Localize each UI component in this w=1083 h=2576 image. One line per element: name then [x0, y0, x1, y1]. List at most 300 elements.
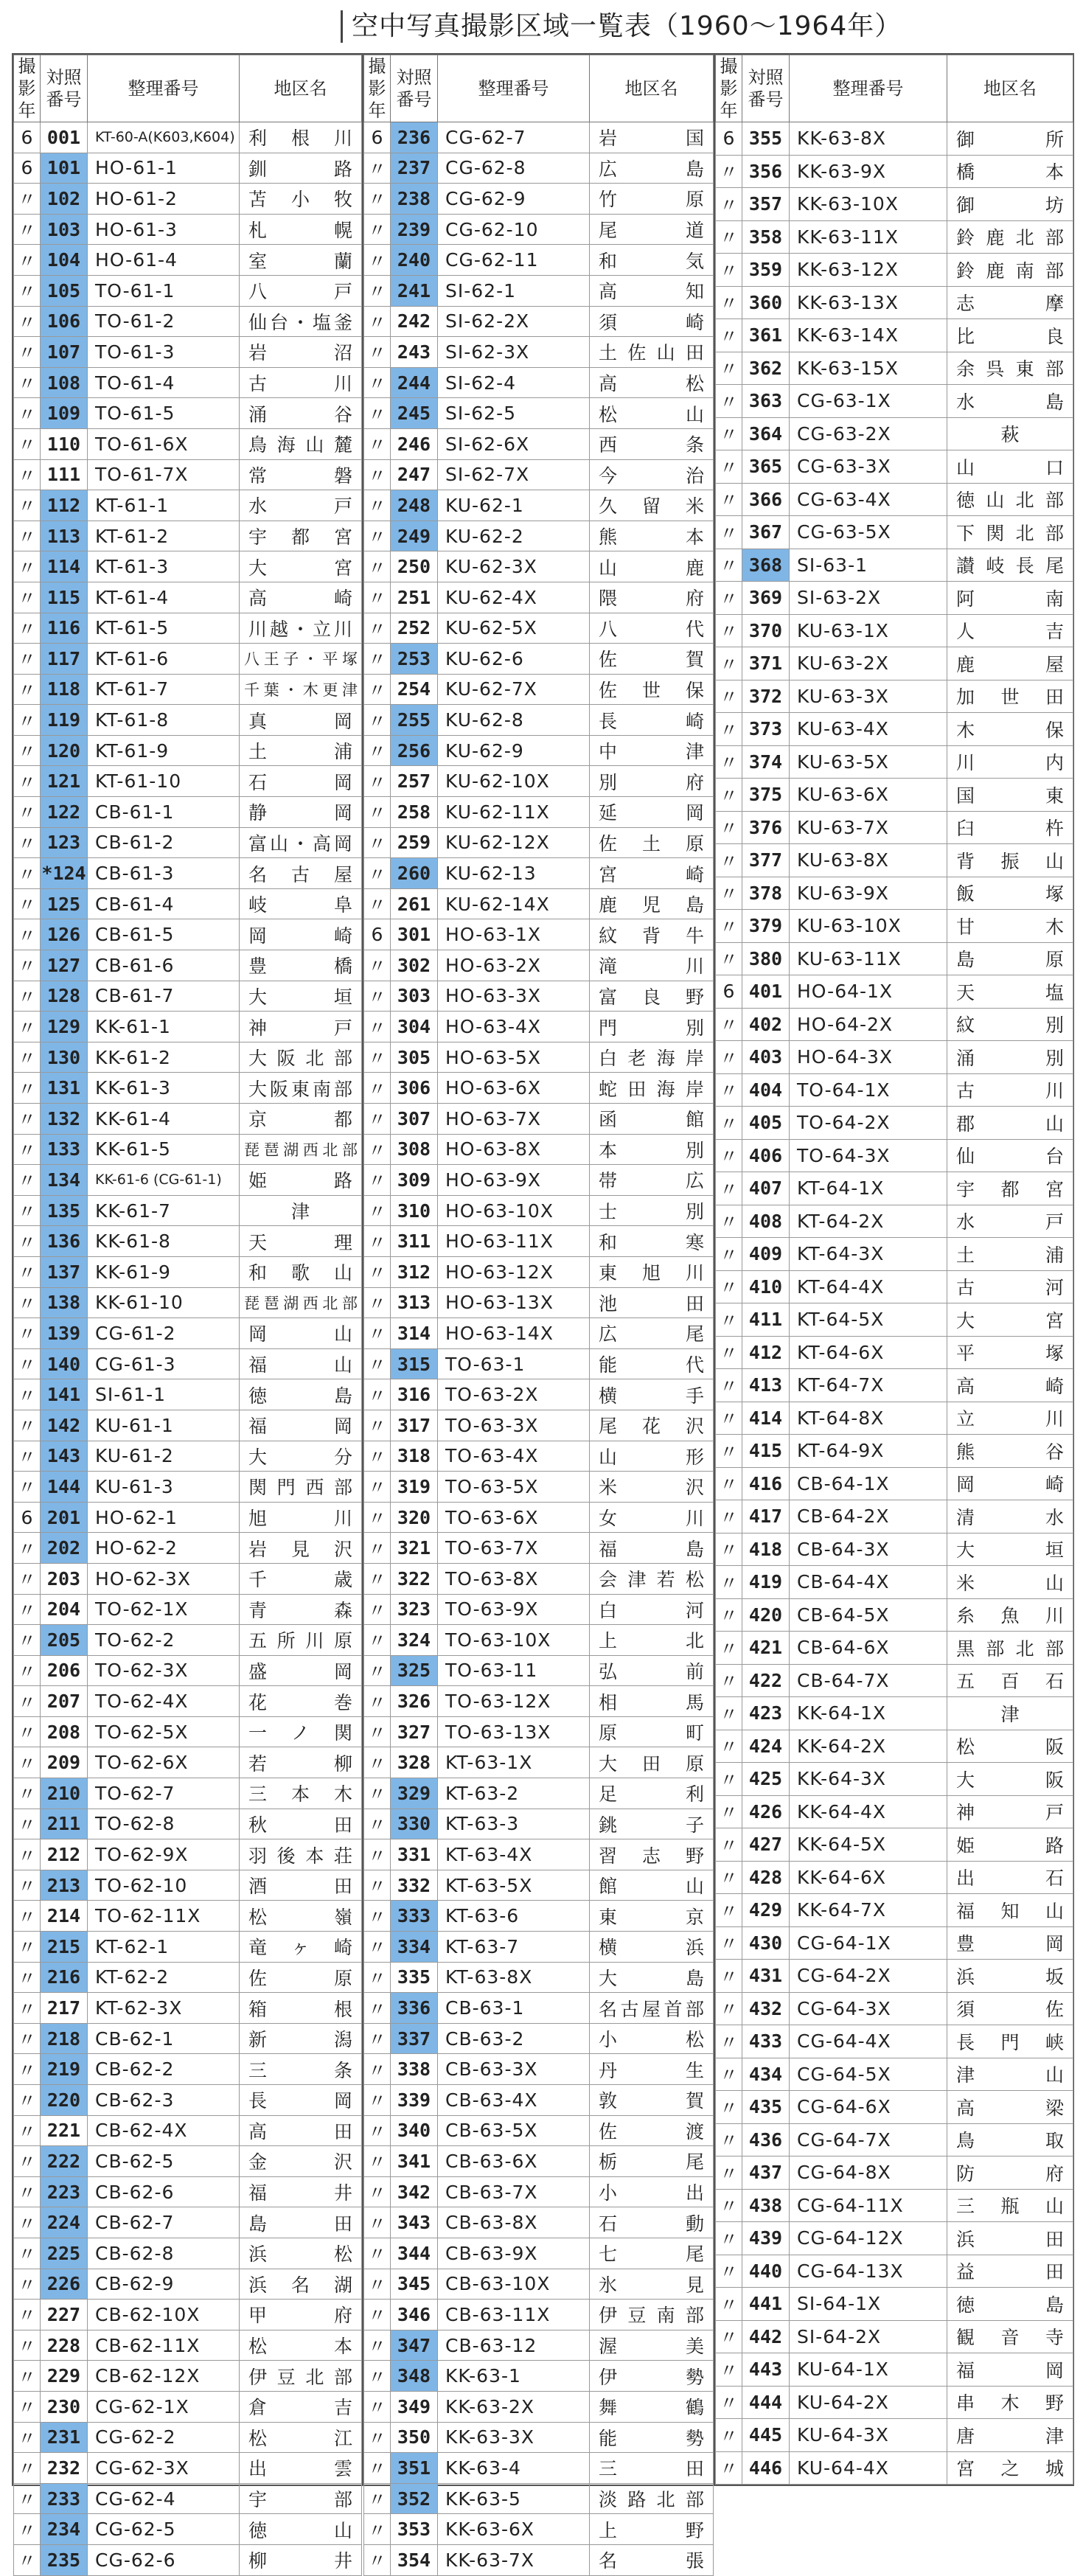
ref-number-cell: 228	[41, 2330, 88, 2361]
ref-number-cell: 417	[742, 1500, 790, 1534]
serial-number-cell: KU-62-5X	[438, 613, 590, 644]
area-name-cell: 益 田	[947, 2255, 1073, 2288]
area-name-cell: 姫 路	[947, 1828, 1073, 1862]
year-cell: 〃	[14, 2269, 41, 2300]
area-name-cell: 宇 部	[240, 2483, 362, 2514]
ref-number-cell: 140	[41, 1348, 88, 1379]
serial-number-cell: HO-61-1	[88, 153, 240, 184]
ref-number-cell: 122	[41, 797, 88, 828]
year-cell: 〃	[14, 1901, 41, 1932]
table-row	[14, 184, 362, 215]
table-row	[364, 613, 714, 644]
table-row	[14, 1932, 362, 1963]
table-row	[14, 766, 362, 797]
table-row	[14, 2085, 362, 2116]
ref-number-cell: 132	[41, 1104, 88, 1135]
ref-number-cell: 429	[742, 1894, 790, 1927]
area-name-cell: 鳥 取	[947, 2123, 1073, 2156]
area-name-cell: 氷 見	[590, 2269, 714, 2300]
serial-number-cell: KT-60-A(K603,K604)	[88, 122, 240, 153]
area-name-cell: 涌 別	[947, 1041, 1073, 1074]
serial-number-cell: KK-61-7	[88, 1195, 240, 1226]
serial-number-cell: KT-64-7X	[790, 1369, 947, 1402]
year-cell: 〃	[364, 1379, 391, 1410]
serial-number-cell: CB-62-10X	[88, 2300, 240, 2330]
header-year: 撮影年	[14, 55, 41, 122]
serial-number-cell: TO-63-2X	[438, 1379, 590, 1410]
year-cell: 〃	[364, 644, 391, 675]
ref-number-cell: 307	[391, 1104, 438, 1135]
table-row	[716, 1139, 1073, 1172]
ref-number-cell: 362	[742, 352, 790, 385]
table-row	[364, 306, 714, 337]
year-cell: 〃	[14, 1441, 41, 1472]
year-cell: 〃	[14, 1533, 41, 1564]
serial-number-cell: KT-61-10	[88, 766, 240, 797]
ref-number-cell: 259	[391, 827, 438, 858]
year-cell: 〃	[716, 483, 742, 516]
ref-number-cell: 121	[41, 766, 88, 797]
area-name-cell: 宇 都 宮	[947, 1172, 1073, 1205]
year-cell: 〃	[14, 1655, 41, 1686]
year-cell: 〃	[14, 1932, 41, 1963]
serial-number-cell: SI-62-4	[438, 367, 590, 398]
year-cell: 〃	[364, 2514, 391, 2545]
serial-number-cell: HO-62-3X	[88, 1563, 240, 1594]
table-row	[14, 1655, 362, 1686]
serial-number-cell: TO-62-10	[88, 1870, 240, 1901]
table-row	[716, 1533, 1073, 1566]
area-name-cell: 富 良 野	[590, 981, 714, 1012]
ref-number-cell: 304	[391, 1012, 438, 1042]
ref-number-cell: 244	[391, 367, 438, 398]
table-row	[716, 2419, 1073, 2452]
table-row	[716, 2222, 1073, 2255]
year-cell: 〃	[14, 551, 41, 582]
ref-number-cell: 404	[742, 1073, 790, 1107]
year-cell: 〃	[364, 1502, 391, 1533]
page-title: 空中写真撮影区域一覧表（1960～1964年）	[341, 10, 902, 43]
serial-number-cell: CB-63-9X	[438, 2238, 590, 2269]
year-cell: 〃	[716, 1107, 742, 1140]
table-row	[14, 582, 362, 613]
area-name-cell: 津 山	[947, 2058, 1073, 2091]
table-row	[364, 919, 714, 950]
ref-number-cell: 260	[391, 858, 438, 889]
area-name-cell: 天 塩	[947, 975, 1073, 1009]
serial-number-cell: KU-62-2	[438, 521, 590, 551]
serial-number-cell: CB-63-5X	[438, 2115, 590, 2146]
serial-number-cell: TO-61-4	[88, 367, 240, 398]
year-cell: 〃	[364, 1134, 391, 1165]
year-cell: 〃	[716, 2255, 742, 2288]
serial-number-cell: CG-63-2X	[790, 417, 947, 450]
year-cell: 〃	[364, 1226, 391, 1257]
area-name-cell: 豊 橋	[240, 950, 362, 981]
year-cell: 〃	[14, 2207, 41, 2238]
area-name-cell: 富山・高岡	[240, 827, 362, 858]
year-cell: 〃	[14, 1256, 41, 1287]
table-row	[14, 919, 362, 950]
table-row	[364, 797, 714, 828]
area-name-cell: 高 松	[590, 367, 714, 398]
year-cell: 〃	[14, 1686, 41, 1717]
table-row	[14, 735, 362, 766]
ref-number-cell: 332	[391, 1870, 438, 1901]
ref-number-cell: 230	[41, 2391, 88, 2422]
area-name-cell: 名 古 屋	[240, 858, 362, 889]
table-row	[716, 582, 1073, 615]
area-name-cell: 松 山	[590, 398, 714, 429]
area-name-cell: 平 塚	[947, 1336, 1073, 1369]
area-name-cell: 上 北	[590, 1625, 714, 1656]
year-cell: 〃	[14, 1839, 41, 1870]
ref-number-cell: 359	[742, 254, 790, 287]
ref-number-cell: 375	[742, 779, 790, 812]
table-row	[364, 1195, 714, 1226]
serial-number-cell: CG-63-1X	[790, 385, 947, 418]
table-row	[716, 417, 1073, 450]
year-cell: 〃	[14, 1318, 41, 1349]
area-name-cell: 岡 崎	[947, 1467, 1073, 1500]
ref-number-cell: 212	[41, 1839, 88, 1870]
serial-number-cell: CG-64-7X	[790, 2123, 947, 2156]
table-row	[364, 1441, 714, 1472]
area-name-cell: 大 宮	[240, 551, 362, 582]
year-cell: 〃	[364, 337, 391, 368]
area-name-cell: 大阪東南部	[240, 1073, 362, 1104]
ref-number-cell: 125	[41, 888, 88, 919]
year-cell: 〃	[716, 745, 742, 779]
table-row	[364, 153, 714, 184]
table-row	[364, 1870, 714, 1901]
ref-number-cell: 223	[41, 2176, 88, 2207]
serial-number-cell: TO-63-10X	[438, 1625, 590, 1656]
serial-number-cell: KT-63-3	[438, 1809, 590, 1839]
table-row	[716, 1467, 1073, 1500]
year-cell: 〃	[14, 2422, 41, 2453]
table-row	[14, 2391, 362, 2422]
area-name-cell: 松 江	[240, 2422, 362, 2453]
serial-number-cell: KK-63-8X	[790, 122, 947, 156]
serial-number-cell: CB-63-10X	[438, 2269, 590, 2300]
ref-number-cell: 357	[742, 188, 790, 221]
area-name-cell: 串 木 野	[947, 2386, 1073, 2419]
table-row	[716, 254, 1073, 287]
ref-number-cell: 235	[41, 2544, 88, 2575]
serial-number-cell: HO-63-9X	[438, 1165, 590, 1196]
year-cell: 〃	[364, 613, 391, 644]
table-row	[364, 1993, 714, 2024]
ref-number-cell: 130	[41, 1042, 88, 1073]
serial-number-cell: KU-62-13	[438, 858, 590, 889]
table-row	[14, 2300, 362, 2330]
table-row	[364, 1073, 714, 1104]
table-row	[14, 337, 362, 368]
area-name-cell: 白 河	[590, 1594, 714, 1625]
table-row	[364, 858, 714, 889]
serial-number-cell: KT-63-4X	[438, 1839, 590, 1870]
table-block-3	[714, 53, 1074, 2486]
ref-number-cell: 428	[742, 1861, 790, 1894]
area-name-cell: 広 島	[590, 153, 714, 184]
serial-number-cell: CG-61-3	[88, 1348, 240, 1379]
year-cell: 〃	[716, 1073, 742, 1107]
table-row	[364, 2207, 714, 2238]
area-name-cell: 名古屋首部	[590, 1993, 714, 2024]
year-cell: 〃	[716, 844, 742, 877]
area-name-cell: 池 田	[590, 1287, 714, 1318]
serial-number-cell: KK-63-9X	[790, 155, 947, 188]
table-row	[716, 2288, 1073, 2321]
table-row	[14, 827, 362, 858]
serial-number-cell: KK-64-7X	[790, 1894, 947, 1927]
table-row	[14, 2176, 362, 2207]
serial-number-cell: CB-63-7X	[438, 2176, 590, 2207]
year-cell: 〃	[364, 1472, 391, 1503]
year-cell: 〃	[14, 1195, 41, 1226]
ref-number-cell: 316	[391, 1379, 438, 1410]
year-cell: 〃	[364, 705, 391, 736]
area-name-cell: 佐 原	[240, 1962, 362, 1993]
table-row	[716, 1369, 1073, 1402]
ref-number-cell: 209	[41, 1747, 88, 1778]
table-row	[716, 1861, 1073, 1894]
ref-number-cell: 222	[41, 2146, 88, 2177]
year-cell: 〃	[716, 1894, 742, 1927]
table-row	[364, 1716, 714, 1747]
ref-number-cell: 410	[742, 1270, 790, 1303]
area-name-cell: 能 勢	[590, 2422, 714, 2453]
year-cell: 〃	[716, 1598, 742, 1632]
ref-number-cell: 380	[742, 942, 790, 975]
ref-number-cell: 414	[742, 1402, 790, 1435]
serial-number-cell: KK-61-1	[88, 1012, 240, 1042]
ref-number-cell: 137	[41, 1256, 88, 1287]
area-name-cell: 熊 本	[590, 521, 714, 551]
year-cell: 〃	[716, 1008, 742, 1041]
area-name-cell: 酒 田	[240, 1870, 362, 1901]
year-cell: 〃	[14, 1962, 41, 1993]
serial-number-cell: HO-62-2	[88, 1533, 240, 1564]
ref-number-cell: 227	[41, 2300, 88, 2330]
ref-number-cell: 113	[41, 521, 88, 551]
year-cell: 6	[716, 122, 742, 156]
ref-number-cell: 331	[391, 1839, 438, 1870]
serial-number-cell: CG-62-5	[88, 2514, 240, 2545]
area-name-cell: 土佐山田	[590, 337, 714, 368]
area-name-cell: 米 沢	[590, 1472, 714, 1503]
ref-number-cell: 401	[742, 975, 790, 1009]
area-name-cell: 習 志 野	[590, 1839, 714, 1870]
serial-number-cell: KU-63-1X	[790, 614, 947, 647]
serial-number-cell: KK-61-2	[88, 1042, 240, 1073]
area-name-cell: 高 知	[590, 275, 714, 306]
ref-number-cell: 370	[742, 614, 790, 647]
serial-number-cell: CB-62-1	[88, 2023, 240, 2054]
table-row	[716, 188, 1073, 221]
year-cell: 〃	[14, 2514, 41, 2545]
serial-number-cell: CB-62-11X	[88, 2330, 240, 2361]
year-cell: 〃	[364, 1901, 391, 1932]
serial-number-cell: KK-64-5X	[790, 1828, 947, 1862]
table-row	[14, 398, 362, 429]
year-cell: 〃	[716, 942, 742, 975]
table-row	[716, 1632, 1073, 1665]
serial-number-cell: CG-64-6X	[790, 2091, 947, 2124]
serial-number-cell: TO-63-11	[438, 1655, 590, 1686]
serial-number-cell: TO-61-1	[88, 275, 240, 306]
area-name-cell: 高 崎	[240, 582, 362, 613]
table-block-1	[12, 53, 363, 2572]
ref-number-cell: 112	[41, 490, 88, 521]
ref-number-cell: 309	[391, 1165, 438, 1196]
year-cell: 〃	[716, 1697, 742, 1730]
area-name-cell: 竹 原	[590, 184, 714, 215]
year-cell: 〃	[14, 1472, 41, 1503]
serial-number-cell: CB-64-1X	[790, 1467, 947, 1500]
area-name-cell: 新 潟	[240, 2023, 362, 2054]
area-name-cell: 足 利	[590, 1778, 714, 1809]
ref-number-cell: 323	[391, 1594, 438, 1625]
table-row	[14, 2422, 362, 2453]
ref-number-cell: 133	[41, 1134, 88, 1165]
area-name-cell: 福 島	[590, 1533, 714, 1564]
ref-number-cell: 203	[41, 1563, 88, 1594]
ref-number-cell: 238	[391, 184, 438, 215]
table-row	[364, 766, 714, 797]
area-name-cell: 琵琶湖西北部	[240, 1134, 362, 1165]
year-cell: 〃	[14, 2483, 41, 2514]
serial-number-cell: HO-63-12X	[438, 1256, 590, 1287]
serial-number-cell: KT-63-1X	[438, 1747, 590, 1778]
ref-number-cell: 415	[742, 1435, 790, 1468]
area-name-cell: 静 岡	[240, 797, 362, 828]
area-name-cell: 東 京	[590, 1901, 714, 1932]
area-name-cell: 今 治	[590, 459, 714, 490]
serial-number-cell: CG-64-13X	[790, 2255, 947, 2288]
area-name-cell: 宮 之 城	[947, 2451, 1073, 2485]
table-row	[364, 1165, 714, 1196]
table-row	[14, 1901, 362, 1932]
year-cell: 〃	[364, 1256, 391, 1287]
year-cell: 6	[716, 975, 742, 1009]
year-cell: 〃	[14, 1410, 41, 1441]
serial-number-cell: CG-62-1X	[88, 2391, 240, 2422]
ref-number-cell: 350	[391, 2422, 438, 2453]
area-name-cell: 三 条	[240, 2054, 362, 2085]
area-name-cell: 滝 川	[590, 950, 714, 981]
table-row	[364, 2269, 714, 2300]
table-row	[364, 2483, 714, 2514]
ref-number-cell: 340	[391, 2115, 438, 2146]
area-name-cell: 青 森	[240, 1594, 362, 1625]
year-cell: 〃	[716, 2320, 742, 2353]
table-row	[716, 1992, 1073, 2025]
area-name-cell: 長 岡	[240, 2085, 362, 2116]
ref-number-cell: 437	[742, 2156, 790, 2190]
year-cell: 〃	[364, 2391, 391, 2422]
ref-number-cell: 205	[41, 1625, 88, 1656]
ref-number-cell: 248	[391, 490, 438, 521]
area-name-cell: 別 府	[590, 766, 714, 797]
area-name-cell: 仙 台	[947, 1139, 1073, 1172]
year-cell: 〃	[716, 188, 742, 221]
year-cell: 〃	[716, 1041, 742, 1074]
serial-number-cell: KT-63-8X	[438, 1962, 590, 1993]
table-row	[364, 2023, 714, 2054]
serial-number-cell: HO-63-11X	[438, 1226, 590, 1257]
serial-number-cell: TO-62-2	[88, 1625, 240, 1656]
table-row	[364, 1563, 714, 1594]
table-row	[716, 1566, 1073, 1599]
table-row	[364, 2514, 714, 2545]
ref-number-cell: 101	[41, 153, 88, 184]
ref-number-cell: 325	[391, 1655, 438, 1686]
year-cell: 〃	[716, 417, 742, 450]
serial-number-cell: KT-61-4	[88, 582, 240, 613]
table-row	[716, 2353, 1073, 2387]
table-row	[364, 2115, 714, 2146]
ref-number-cell: 107	[41, 337, 88, 368]
table-row	[364, 551, 714, 582]
ref-number-cell: 441	[742, 2288, 790, 2321]
serial-number-cell: CB-62-12X	[88, 2361, 240, 2392]
year-cell: 〃	[716, 2419, 742, 2452]
ref-number-cell: 324	[391, 1625, 438, 1656]
ref-number-cell: 214	[41, 1901, 88, 1932]
area-name-cell: 柳 井	[240, 2544, 362, 2575]
year-cell: 〃	[716, 811, 742, 844]
year-cell: 〃	[14, 1379, 41, 1410]
ref-number-cell: 407	[742, 1172, 790, 1205]
year-cell: 〃	[14, 1226, 41, 1257]
ref-number-cell: 111	[41, 459, 88, 490]
year-cell: 〃	[364, 214, 391, 245]
ref-number-cell: 358	[742, 220, 790, 254]
table-row	[364, 1012, 714, 1042]
table-row	[716, 1926, 1073, 1960]
year-cell: 〃	[716, 582, 742, 615]
area-name-cell: 白老海岸	[590, 1042, 714, 1073]
ref-number-cell: 126	[41, 919, 88, 950]
year-cell: 〃	[364, 459, 391, 490]
serial-number-cell: CG-62-9	[438, 184, 590, 215]
area-name-cell: 会津若松	[590, 1563, 714, 1594]
area-name-cell: 本 別	[590, 1134, 714, 1165]
ref-number-cell: 247	[391, 459, 438, 490]
year-cell: 〃	[716, 1500, 742, 1534]
serial-number-cell: CG-62-10	[438, 214, 590, 245]
year-cell: 〃	[364, 827, 391, 858]
year-cell: 〃	[14, 1134, 41, 1165]
year-cell: 〃	[14, 1594, 41, 1625]
serial-number-cell: TO-63-5X	[438, 1472, 590, 1503]
year-cell: 〃	[364, 2361, 391, 2392]
area-name-cell: 千 歳	[240, 1563, 362, 1594]
ref-number-cell: 405	[742, 1107, 790, 1140]
year-cell: 〃	[716, 254, 742, 287]
ref-number-cell: 329	[391, 1778, 438, 1809]
ref-number-cell: 202	[41, 1533, 88, 1564]
ref-number-cell: 250	[391, 551, 438, 582]
ref-number-cell: 406	[742, 1139, 790, 1172]
year-cell: 〃	[716, 910, 742, 943]
serial-number-cell: TO-61-5	[88, 398, 240, 429]
year-cell: 〃	[716, 713, 742, 746]
table-row	[14, 521, 362, 551]
table-row	[716, 1041, 1073, 1074]
